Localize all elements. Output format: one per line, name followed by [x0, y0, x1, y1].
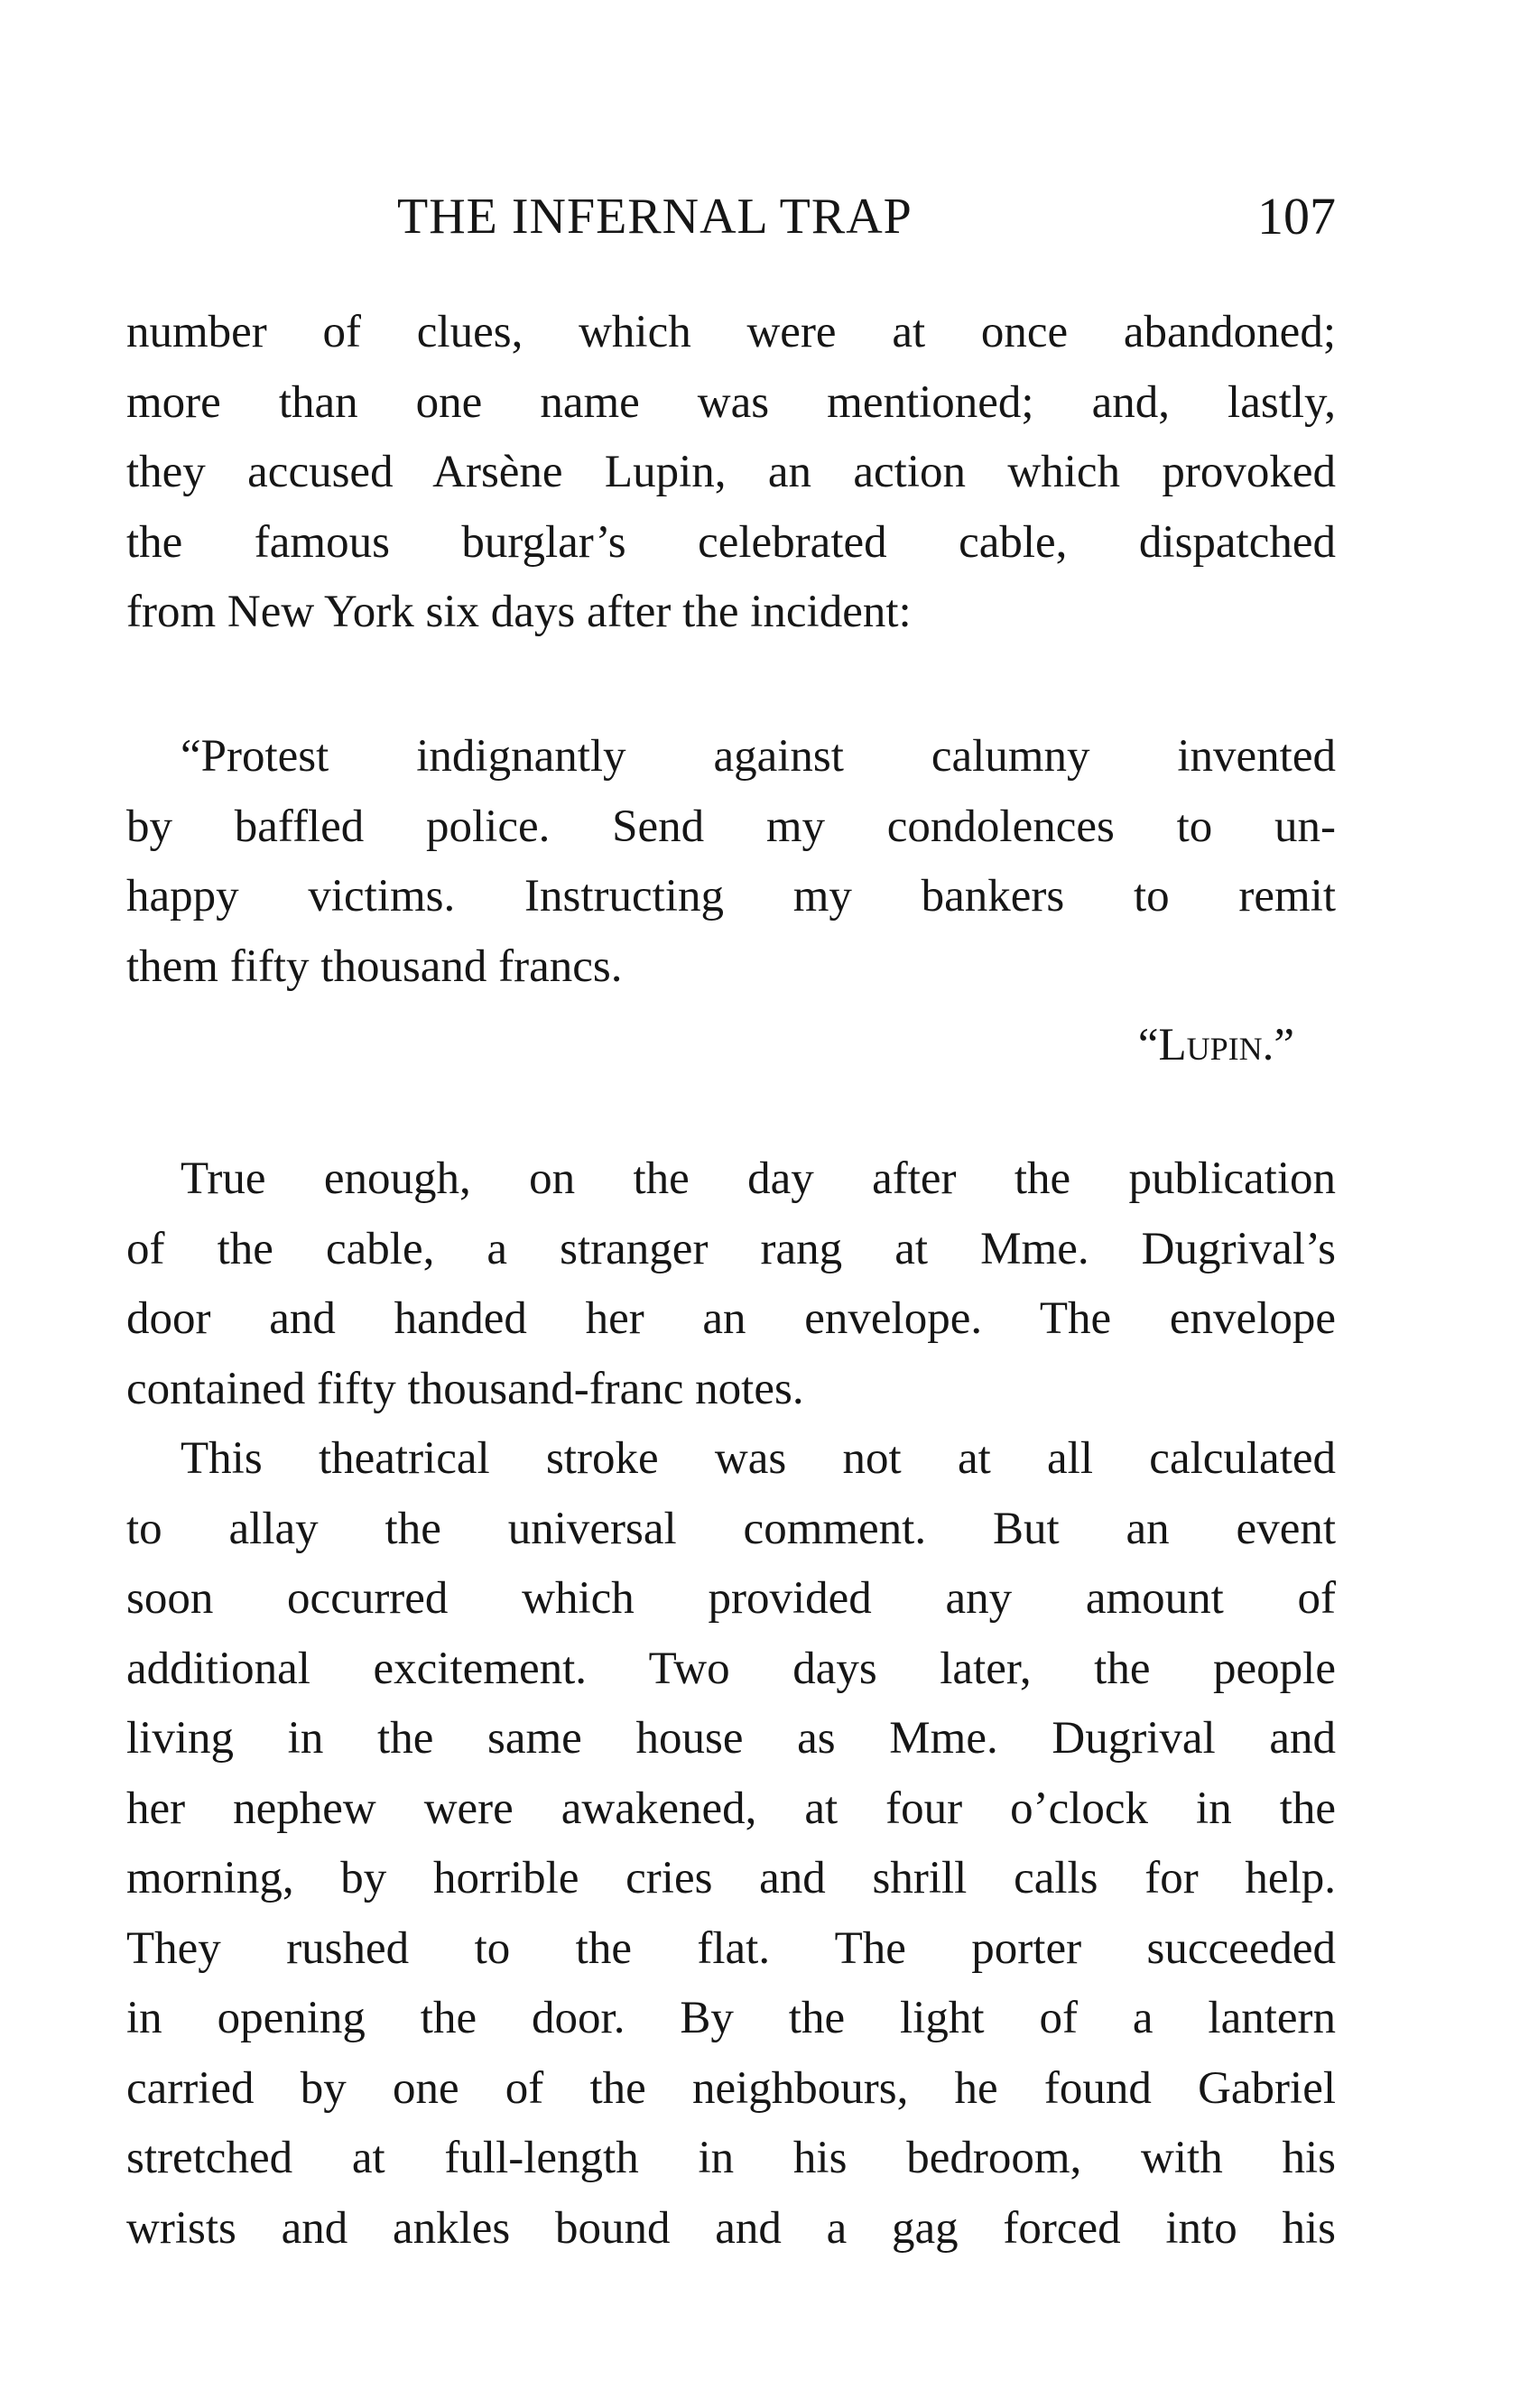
text-line: contained fifty thousand-franc notes.	[126, 1363, 804, 1414]
text-line: of the cable, a stranger rang at Mme. Dugrival’s	[126, 1223, 1336, 1274]
text-line: carried by one of the neighbours, he found Gabriel	[126, 2062, 1336, 2114]
text-line: by baffled police. Send my condolences to un-	[126, 801, 1336, 852]
cable-quote	[126, 722, 1336, 1002]
text-line: soon occurred which provided any amount of	[126, 1573, 1336, 1624]
page-number: 107	[1257, 187, 1336, 245]
text-line: additional excitement. Two days later, the people	[126, 1643, 1336, 1694]
text-line: This theatrical stroke was not at all calculated	[181, 1433, 1336, 1484]
text-line: stretched at full-length in his bedroom, with his	[126, 2133, 1336, 2183]
text-line: True enough, on the day after the publication	[181, 1153, 1336, 1204]
text-line: happy victims. Instructing my bankers to remit	[126, 871, 1336, 922]
paragraph-2	[126, 1144, 1336, 1424]
paragraph-3	[126, 1424, 1336, 2264]
paragraph-1	[126, 298, 1336, 648]
signature: “Lupin.”	[1137, 1020, 1294, 1070]
text-line: the famous burglar’s celebrated cable, dispatched	[126, 516, 1336, 568]
text-line: number of clues, which were at once abandoned;	[126, 307, 1336, 357]
text-line: them fifty thousand francs.	[126, 940, 623, 992]
text-line: They rushed to the flat. The porter succeeded	[126, 1922, 1336, 1974]
running-head	[126, 181, 1336, 253]
text-line: to allay the universal comment. But an event	[126, 1503, 1336, 1554]
text-line: more than one name was mentioned; and, lastly,	[126, 376, 1336, 428]
text-line: in opening the door. By the light of a lantern	[126, 1993, 1336, 2043]
text-line: “Protest indignantly against calumny invented	[181, 731, 1336, 782]
text-line: door and handed her an envelope. The envelope	[126, 1293, 1336, 1344]
text-line: morning, by horrible cries and shrill calls for help.	[126, 1853, 1336, 1903]
text-line: they accused Arsène Lupin, an action which provoked	[126, 447, 1336, 497]
text-line: from New York six days after the incident:	[126, 587, 912, 637]
running-title: THE INFERNAL TRAP	[397, 189, 913, 245]
text-line: living in the same house as Mme. Dugrival and	[126, 1713, 1336, 1764]
text-line: her nephew were awakened, at four o’clock in the	[126, 1783, 1336, 1834]
text-line: wrists and ankles bound and a gag forced into his	[126, 2202, 1336, 2254]
